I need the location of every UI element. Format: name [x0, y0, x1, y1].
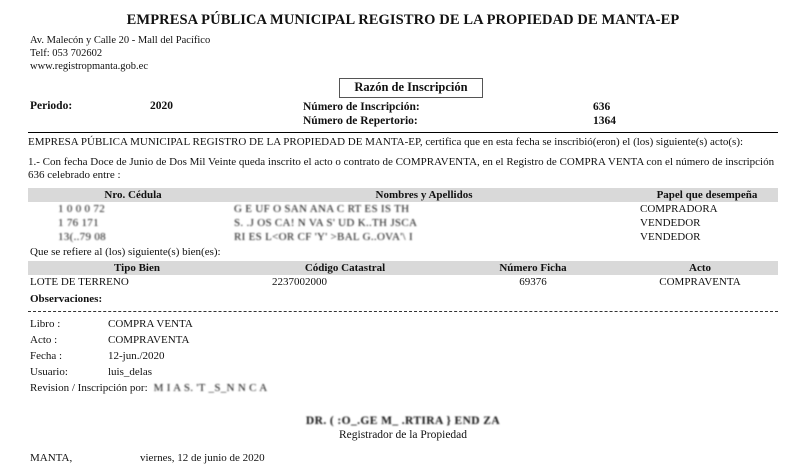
numero-inscripcion-label: Número de Inscripción: [303, 101, 420, 113]
table-row [28, 202, 778, 216]
detail-fecha-label: Fecha : [30, 349, 63, 362]
party-nombre: G E UF O SAN ANA C RT ES IS TH [234, 202, 410, 215]
bienes-table-header [28, 261, 778, 275]
column-header-papel: Papel que desempeña [618, 188, 778, 202]
column-header-numero-ficha: Número Ficha [444, 261, 622, 275]
detail-fecha [28, 348, 778, 364]
detail-acto [28, 332, 778, 348]
numero-inscripcion-row [303, 100, 673, 114]
party-papel: VENDEDOR [640, 230, 701, 243]
party-cedula: 1 0 0 0 72 [58, 202, 105, 215]
column-header-cedula: Nro. Cédula [28, 188, 212, 202]
party-nombre: S. .J OS CA! N VA S' UD K..TH JSCA [234, 216, 418, 229]
footer-block [28, 452, 778, 464]
detail-fecha-value: 12-jun./2020 [108, 349, 165, 362]
footer-city: MANTA, [30, 451, 73, 464]
registrar-role: Registrador de la Propiedad [338, 428, 468, 441]
party-papel: COMPRADORA [640, 202, 718, 215]
column-header-nombres: Nombres y Apellidos [212, 188, 618, 202]
parties-table-header [28, 188, 778, 202]
numero-repertorio-row [303, 114, 673, 128]
detail-acto-value: COMPRAVENTA [108, 333, 190, 346]
bien-tipo: LOTE DE TERRENO [30, 275, 129, 288]
razon-title: Razón de Inscripción [339, 78, 482, 98]
column-header-acto: Acto [622, 261, 778, 275]
bienes-table [28, 261, 778, 289]
organization-title: EMPRESA PÚBLICA MUNICIPAL REGISTRO DE LA PROPIEDAD DE MANTA-EP [126, 12, 680, 28]
bienes-note: Que se refiere al (los) siguiente(s) bien(es): [30, 245, 221, 258]
parties-table [28, 188, 778, 244]
detail-usuario [28, 364, 778, 380]
numero-inscripcion-value: 636 [593, 101, 611, 113]
party-cedula: 1 76 171 [58, 216, 99, 229]
party-nombre: RI ES L<OR CF 'Y' >BAL G..OVA'\ I [234, 230, 413, 243]
column-header-tipo-bien: Tipo Bien [28, 261, 246, 275]
detail-usuario-value: luis_delas [108, 365, 152, 378]
bien-numero-ficha: 69376 [519, 275, 547, 288]
party-papel: VENDEDOR [640, 216, 701, 229]
section-divider [28, 311, 778, 312]
detail-libro [28, 316, 778, 332]
header-divider [28, 132, 778, 133]
bien-codigo-catastral: 2237002000 [272, 275, 327, 288]
detail-libro-label: Libro : [30, 317, 61, 330]
detail-revision-value: M I A S. 'T _S_N N C A [153, 381, 268, 394]
certification-paragraph: EMPRESA PÚBLICA MUNICIPAL REGISTRO DE LA PROPIEDAD DE MANTA-EP, certifica que en esta fecha se inscribió(eron) el (los) siguiente(s) acto(s): [28, 136, 744, 148]
organization-website: www.registropmanta.gob.ec [30, 61, 148, 72]
bien-acto: COMPRAVENTA [659, 275, 741, 288]
table-row [28, 216, 778, 230]
table-row [28, 230, 778, 244]
inscripcion-block [303, 100, 673, 128]
numero-repertorio-value: 1364 [593, 115, 616, 127]
table-row [28, 275, 778, 289]
detail-usuario-label: Usuario: [30, 365, 68, 378]
organization-address: Av. Malecón y Calle 20 - Mall del Pacífico [30, 35, 211, 46]
detail-revision-label: Revision / Inscripción por: [30, 381, 148, 394]
column-header-codigo-catastral: Código Catastral [246, 261, 444, 275]
periodo-row [28, 100, 778, 128]
footer-date: viernes, 12 de junio de 2020 [140, 451, 265, 464]
act-description-paragraph: 1.- Con fecha Doce de Junio de Dos Mil Veinte queda inscrito el acto o contrato de COMPRAVENTA, en el Registro de COMPRA VENTA con el número de inscripción 636 celebrado entre : [28, 155, 775, 181]
razon-title-wrapper [28, 78, 778, 98]
detail-revision [28, 380, 778, 396]
party-cedula: 13(..79 08 [58, 230, 106, 243]
registrar-name: DR. ( :O_.GE M_ .RTIRA } END ZA [305, 414, 501, 427]
numero-repertorio-label: Número de Repertorio: [303, 115, 418, 127]
periodo-label: Periodo: [30, 100, 73, 112]
observaciones-label: Observaciones: [30, 292, 103, 305]
periodo-value: 2020 [150, 100, 173, 112]
detail-libro-value: COMPRA VENTA [108, 317, 193, 330]
signature-block [28, 414, 778, 442]
organization-phone: Telf: 053 702602 [30, 48, 103, 59]
detail-acto-label: Acto : [30, 333, 58, 346]
